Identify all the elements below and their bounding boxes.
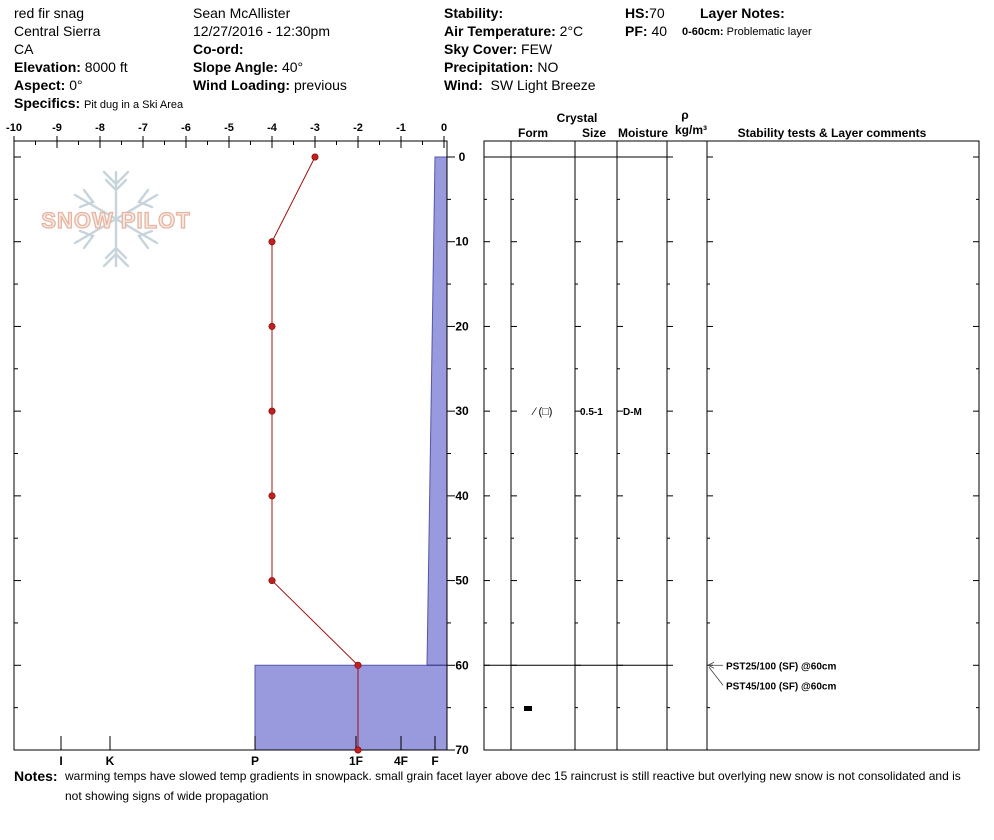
temperature-line [272, 157, 358, 750]
hs-row: HS:70 [625, 5, 665, 21]
form-marker [524, 706, 532, 711]
stability-leader [709, 667, 723, 685]
crystal-header: Crystal [556, 111, 598, 125]
observation-datetime: 12/27/2016 - 12:30pm [193, 23, 330, 39]
density-unit: kg/m³ [674, 123, 708, 137]
hardness-tick-label: K [105, 754, 115, 768]
form-header: Form [518, 126, 548, 140]
moisture-header: Moisture [617, 126, 669, 140]
temp-tick-label: -6 [181, 122, 191, 134]
elevation-row: Elevation: 8000 ft [14, 59, 128, 75]
temperature-point [269, 323, 275, 329]
pf-row: PF: 40 [625, 23, 668, 39]
air-temp-row: Air Temperature: 2°C [444, 23, 584, 39]
temperature-point [355, 747, 361, 753]
hardness-bar [427, 157, 447, 665]
notes-label: Notes: [14, 768, 58, 784]
stability-test-label: PST45/100 (SF) @60cm [726, 681, 837, 693]
layer-form: ⁄ (□) [533, 406, 553, 419]
notes-section [14, 766, 984, 803]
depth-tick-label: 10 [455, 234, 469, 249]
temp-tick-label: -2 [353, 122, 363, 134]
depth-tick-label: 20 [455, 319, 469, 334]
depth-tick-label: 60 [455, 658, 469, 673]
temperature-point [269, 239, 275, 245]
layer-table-frame [484, 141, 979, 750]
state-name: CA [14, 41, 34, 57]
observer-name: Sean McAllister [193, 5, 291, 21]
temperature-point [269, 577, 275, 583]
hardness-tick-label: 4F [393, 754, 409, 768]
size-header: Size [581, 126, 607, 140]
slope-row: Slope Angle: 40° [193, 59, 304, 75]
temp-tick-label: 0 [440, 122, 448, 134]
precip-row: Precipitation: NO [444, 59, 559, 75]
stability-header: Stability tests & Layer comments [737, 126, 927, 140]
temp-tick-label: -5 [224, 122, 234, 134]
temp-tick-label: -9 [52, 122, 62, 134]
temp-tick-label: -10 [6, 122, 22, 134]
temperature-point [269, 408, 275, 414]
temperature-point [312, 154, 318, 160]
location-name: red fir snag [14, 5, 85, 21]
hardness-tick-label: F [431, 754, 439, 768]
hardness-bar [255, 665, 447, 750]
wind-loading-row: Wind Loading: previous [193, 77, 347, 93]
sky-cover-row: Sky Cover: FEW [444, 41, 553, 57]
temp-tick-label: -4 [267, 122, 277, 134]
temperature-point [269, 493, 275, 499]
notes-text: warming temps have slowed temp gradients in snowpack. small grain facet layer above dec 15 raincrust is still reactive but overlying new snow is not consolidated and is not showing signs of wide propagation [65, 769, 961, 803]
depth-tick-label: 50 [455, 573, 469, 588]
temperature-point [355, 662, 361, 668]
logo-text: SNOW PILOT [41, 208, 191, 233]
temp-tick-label: -8 [95, 122, 105, 134]
temp-tick-label: -3 [310, 122, 320, 134]
density-symbol: ρ [681, 108, 689, 122]
coord-label: Co-ord: [193, 41, 244, 57]
depth-tick-label: 40 [455, 488, 469, 503]
range-name: Central Sierra [14, 23, 101, 39]
temp-tick-label: -7 [138, 122, 148, 134]
temp-tick-label: -1 [396, 122, 406, 134]
hardness-tick-label: P [250, 754, 260, 768]
layer-moisture: D-M [623, 407, 642, 419]
layer-note: 0-60cm: Problematic layer [682, 26, 812, 38]
stability-test-label: PST25/100 (SF) @60cm [726, 661, 837, 673]
hardness-tick-label: I [59, 754, 63, 768]
depth-tick-label: 0 [458, 150, 466, 164]
specifics-row: Specifics: Pit dug in a Ski Area [14, 95, 184, 111]
aspect-row: Aspect: 0° [14, 77, 83, 93]
depth-tick-label: 30 [455, 404, 469, 419]
wind-row: Wind: SW Light Breeze [444, 77, 596, 93]
layer-notes-label: Layer Notes: [700, 5, 785, 21]
stability-label: Stability: [444, 5, 504, 21]
hardness-tick-label: 1F [348, 754, 364, 768]
layer-size: 0.5-1 [580, 407, 603, 419]
depth-tick-label: 70 [455, 743, 469, 757]
